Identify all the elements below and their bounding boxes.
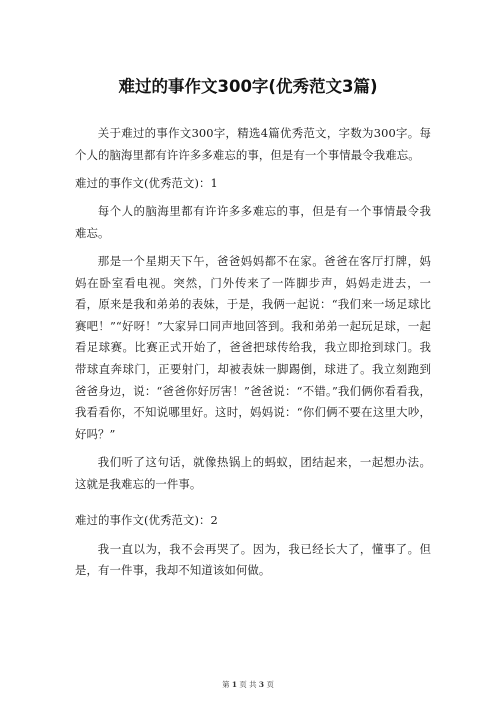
document-body — [75, 123, 431, 588]
body-paragraph: 那是一个星期天下午，爸爸妈妈都不在家。爸爸在客厅打牌，妈妈在卧室看电视。突然，门外传来了一阵脚步声，妈妈走进去，一看，原来是我和弟弟的表妹，于是，我俩一起说：“我们来一场足球比赛吧！”“好呀！”大家异口同声地回答到。我和弟弟一起玩足球，一起看足球赛。比赛正式开始了，爸爸把球传给我，我立即抢到球门。我带球直奔球门，正要射门，却被表妹一脚踢倒，球进了。我立刻跑到爸爸身边，说：“爸爸你好厉害！”爸爸说：“不错。”我们俩你看看我，我看看你，不知说哪里好。这时，妈妈说：“你们俩不要在这里大吵，好吗？” — [75, 254, 431, 441]
page-footer — [0, 680, 496, 690]
footer-middle: 页 共 — [239, 680, 257, 689]
document-title: 难过的事作文300字(优秀范文3篇) — [118, 77, 378, 96]
footer-prefix: 第 — [222, 680, 230, 689]
body-paragraph: 每个人的脑海里都有许许多多难忘的事，但是有一个事情最令我难忘。 — [75, 204, 431, 240]
footer-total-pages: 3 — [258, 680, 265, 689]
body-paragraph: 我一直以为，我不会再哭了。因为，我已经长大了，懂事了。但是，有一件事，我却不知道该如何做。 — [75, 541, 431, 578]
section-heading-2: 难过的事作文(优秀范文)：2 — [75, 513, 218, 528]
intro-paragraph: 关于难过的事作文300字，精选4篇优秀范文，字数为300字。每个人的脑海里都有许许多多难忘的事，但是有一个事情最令我难忘。 — [75, 126, 431, 162]
body-paragraph: 我们听了这句话，就像热锅上的蚂蚁，团结起来，一起想办法。这就是我难忘的一件事。 — [75, 455, 431, 491]
footer-page-number: 1 — [231, 680, 238, 689]
footer-suffix: 页 — [266, 680, 274, 689]
section-heading-1: 难过的事作文(优秀范文)：1 — [75, 175, 218, 190]
